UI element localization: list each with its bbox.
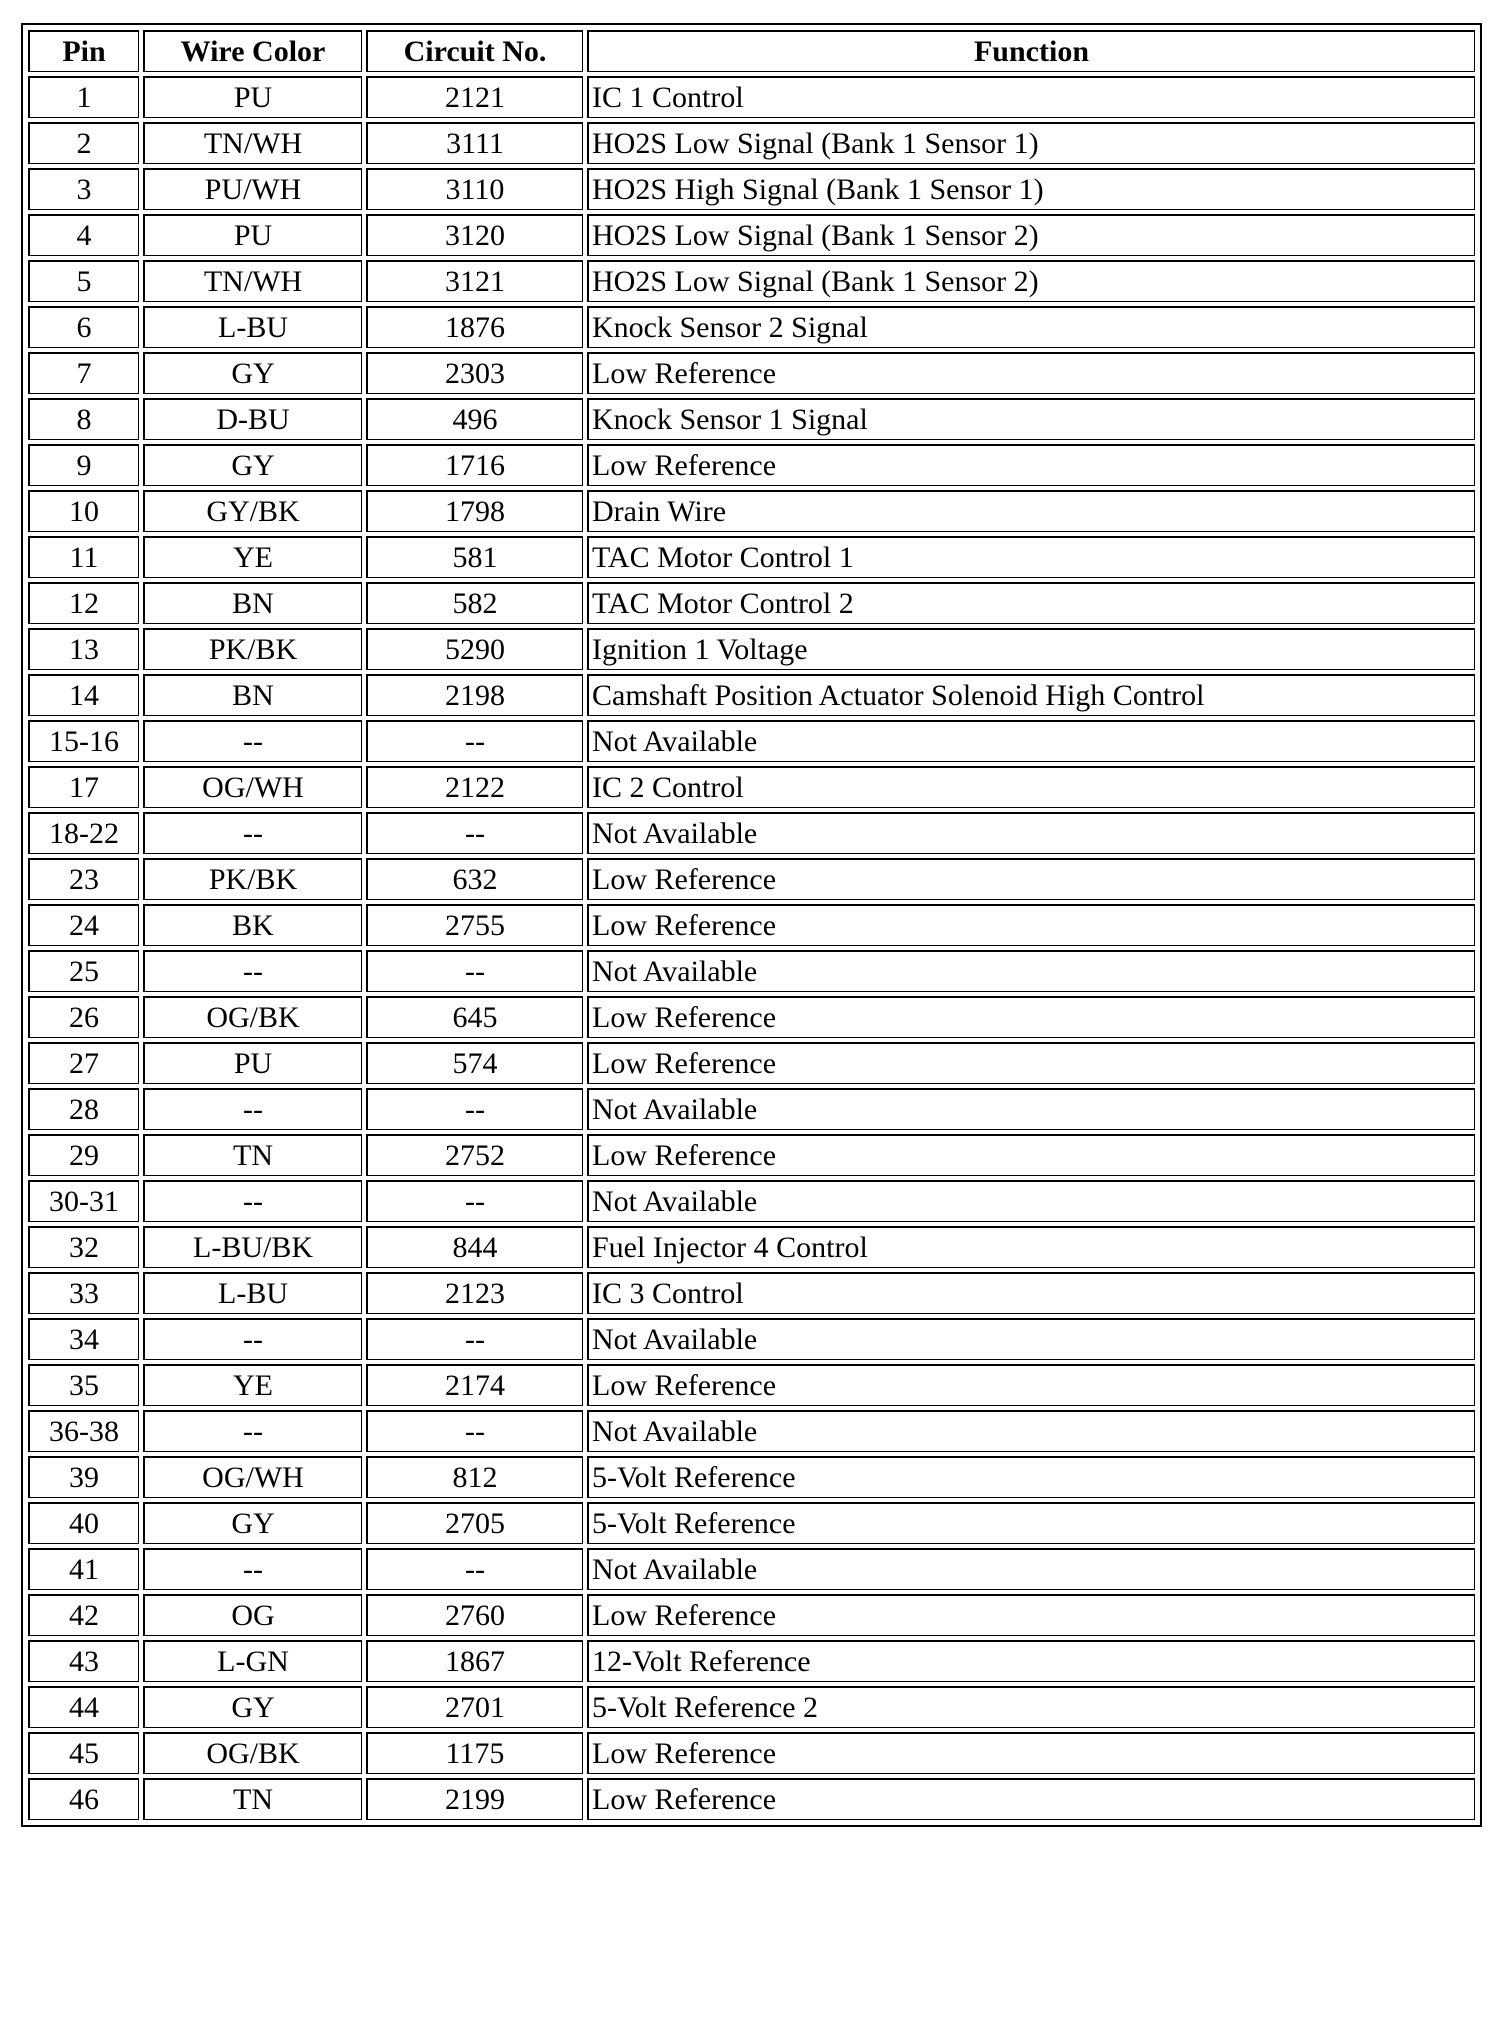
table-row <box>28 536 1475 578</box>
cell-wire-color: -- <box>143 950 362 992</box>
cell-pin: 39 <box>28 1456 139 1498</box>
cell-pin: 32 <box>28 1226 139 1268</box>
cell-pin: 7 <box>28 352 139 394</box>
cell-pin: 23 <box>28 858 139 900</box>
cell-circuit-no: 645 <box>366 996 583 1038</box>
cell-function: Fuel Injector 4 Control <box>587 1226 1475 1268</box>
table-row <box>28 260 1475 302</box>
cell-wire-color: PK/BK <box>143 858 362 900</box>
table-row <box>28 1042 1475 1084</box>
cell-circuit-no: 1175 <box>366 1732 583 1774</box>
cell-pin: 6 <box>28 306 139 348</box>
cell-wire-color: GY/BK <box>143 490 362 532</box>
cell-pin: 45 <box>28 1732 139 1774</box>
cell-pin: 42 <box>28 1594 139 1636</box>
cell-function: Knock Sensor 2 Signal <box>587 306 1475 348</box>
table-row <box>28 1732 1475 1774</box>
cell-circuit-no: 2303 <box>366 352 583 394</box>
cell-wire-color: OG <box>143 1594 362 1636</box>
cell-function: Not Available <box>587 1410 1475 1452</box>
cell-function: Not Available <box>587 720 1475 762</box>
connector-pinout-table-frame <box>21 23 1482 1827</box>
table-row <box>28 1548 1475 1590</box>
cell-wire-color: TN <box>143 1778 362 1820</box>
cell-circuit-no: -- <box>366 1318 583 1360</box>
cell-wire-color: YE <box>143 1364 362 1406</box>
cell-function: Not Available <box>587 1180 1475 1222</box>
cell-wire-color: BN <box>143 582 362 624</box>
table-row <box>28 858 1475 900</box>
cell-function: 12-Volt Reference <box>587 1640 1475 1682</box>
cell-function: IC 2 Control <box>587 766 1475 808</box>
table-row <box>28 306 1475 348</box>
cell-wire-color: TN <box>143 1134 362 1176</box>
cell-wire-color: -- <box>143 1318 362 1360</box>
cell-function: Low Reference <box>587 1042 1475 1084</box>
cell-wire-color: -- <box>143 720 362 762</box>
header-circuit-no: Circuit No. <box>366 30 583 72</box>
cell-function: Low Reference <box>587 352 1475 394</box>
table-row <box>28 76 1475 118</box>
cell-pin: 30-31 <box>28 1180 139 1222</box>
cell-function: Not Available <box>587 1088 1475 1130</box>
cell-wire-color: OG/BK <box>143 1732 362 1774</box>
cell-pin: 9 <box>28 444 139 486</box>
cell-pin: 24 <box>28 904 139 946</box>
cell-wire-color: GY <box>143 1502 362 1544</box>
cell-wire-color: BN <box>143 674 362 716</box>
cell-function: Not Available <box>587 812 1475 854</box>
cell-pin: 36-38 <box>28 1410 139 1452</box>
cell-circuit-no: 844 <box>366 1226 583 1268</box>
cell-wire-color: OG/WH <box>143 1456 362 1498</box>
header-wire-color: Wire Color <box>143 30 362 72</box>
cell-function: Not Available <box>587 950 1475 992</box>
table-row <box>28 1318 1475 1360</box>
table-row <box>28 766 1475 808</box>
table-row <box>28 1364 1475 1406</box>
table-row <box>28 1180 1475 1222</box>
cell-circuit-no: 2755 <box>366 904 583 946</box>
cell-pin: 5 <box>28 260 139 302</box>
cell-wire-color: GY <box>143 444 362 486</box>
cell-pin: 35 <box>28 1364 139 1406</box>
cell-circuit-no: 496 <box>366 398 583 440</box>
cell-circuit-no: -- <box>366 1548 583 1590</box>
cell-wire-color: -- <box>143 1410 362 1452</box>
cell-pin: 34 <box>28 1318 139 1360</box>
cell-pin: 27 <box>28 1042 139 1084</box>
cell-pin: 33 <box>28 1272 139 1314</box>
cell-function: HO2S Low Signal (Bank 1 Sensor 1) <box>587 122 1475 164</box>
cell-pin: 14 <box>28 674 139 716</box>
cell-wire-color: PU/WH <box>143 168 362 210</box>
cell-circuit-no: 1876 <box>366 306 583 348</box>
cell-wire-color: L-BU <box>143 1272 362 1314</box>
cell-pin: 18-22 <box>28 812 139 854</box>
cell-function: Not Available <box>587 1548 1475 1590</box>
cell-pin: 28 <box>28 1088 139 1130</box>
table-row <box>28 1226 1475 1268</box>
cell-function: IC 3 Control <box>587 1272 1475 1314</box>
cell-pin: 41 <box>28 1548 139 1590</box>
cell-pin: 44 <box>28 1686 139 1728</box>
cell-circuit-no: 581 <box>366 536 583 578</box>
cell-circuit-no: 3121 <box>366 260 583 302</box>
cell-function: HO2S Low Signal (Bank 1 Sensor 2) <box>587 260 1475 302</box>
cell-pin: 26 <box>28 996 139 1038</box>
table-row <box>28 398 1475 440</box>
cell-pin: 13 <box>28 628 139 670</box>
table-row <box>28 1778 1475 1820</box>
cell-wire-color: L-BU <box>143 306 362 348</box>
cell-pin: 15-16 <box>28 720 139 762</box>
cell-circuit-no: 3111 <box>366 122 583 164</box>
cell-function: Low Reference <box>587 996 1475 1038</box>
cell-wire-color: -- <box>143 1088 362 1130</box>
cell-wire-color: L-BU/BK <box>143 1226 362 1268</box>
cell-wire-color: D-BU <box>143 398 362 440</box>
cell-circuit-no: -- <box>366 950 583 992</box>
table-body <box>28 76 1475 1820</box>
cell-circuit-no: 582 <box>366 582 583 624</box>
cell-circuit-no: 5290 <box>366 628 583 670</box>
cell-function: Camshaft Position Actuator Solenoid High Control <box>587 674 1475 716</box>
cell-wire-color: -- <box>143 812 362 854</box>
cell-function: Low Reference <box>587 1594 1475 1636</box>
cell-wire-color: PU <box>143 1042 362 1084</box>
cell-circuit-no: 632 <box>366 858 583 900</box>
cell-function: Low Reference <box>587 1778 1475 1820</box>
cell-wire-color: PK/BK <box>143 628 362 670</box>
table-row <box>28 628 1475 670</box>
table-row <box>28 1134 1475 1176</box>
cell-pin: 10 <box>28 490 139 532</box>
table-row <box>28 122 1475 164</box>
cell-wire-color: TN/WH <box>143 260 362 302</box>
table-row <box>28 904 1475 946</box>
table-row <box>28 582 1475 624</box>
cell-circuit-no: -- <box>366 1180 583 1222</box>
cell-circuit-no: 2760 <box>366 1594 583 1636</box>
cell-circuit-no: -- <box>366 812 583 854</box>
cell-pin: 4 <box>28 214 139 256</box>
cell-pin: 1 <box>28 76 139 118</box>
cell-wire-color: YE <box>143 536 362 578</box>
cell-pin: 12 <box>28 582 139 624</box>
cell-pin: 11 <box>28 536 139 578</box>
table-row <box>28 720 1475 762</box>
cell-function: TAC Motor Control 1 <box>587 536 1475 578</box>
table-row <box>28 1272 1475 1314</box>
cell-pin: 8 <box>28 398 139 440</box>
cell-function: Low Reference <box>587 904 1475 946</box>
cell-function: HO2S Low Signal (Bank 1 Sensor 2) <box>587 214 1475 256</box>
cell-pin: 25 <box>28 950 139 992</box>
table-row <box>28 168 1475 210</box>
table-row <box>28 1502 1475 1544</box>
cell-circuit-no: 2752 <box>366 1134 583 1176</box>
cell-wire-color: OG/WH <box>143 766 362 808</box>
cell-circuit-no: 2122 <box>366 766 583 808</box>
cell-function: Drain Wire <box>587 490 1475 532</box>
connector-pinout-table <box>24 26 1479 1824</box>
table-row <box>28 1088 1475 1130</box>
cell-circuit-no: -- <box>366 1410 583 1452</box>
cell-function: Knock Sensor 1 Signal <box>587 398 1475 440</box>
cell-circuit-no: 2174 <box>366 1364 583 1406</box>
cell-function: Low Reference <box>587 444 1475 486</box>
cell-circuit-no: 3110 <box>366 168 583 210</box>
cell-wire-color: BK <box>143 904 362 946</box>
cell-pin: 29 <box>28 1134 139 1176</box>
cell-circuit-no: 1798 <box>366 490 583 532</box>
cell-circuit-no: 2701 <box>366 1686 583 1728</box>
cell-function: Ignition 1 Voltage <box>587 628 1475 670</box>
table-row <box>28 1686 1475 1728</box>
table-row <box>28 444 1475 486</box>
cell-function: Low Reference <box>587 858 1475 900</box>
table-row <box>28 996 1475 1038</box>
cell-function: Low Reference <box>587 1364 1475 1406</box>
cell-wire-color: -- <box>143 1180 362 1222</box>
table-row <box>28 674 1475 716</box>
cell-circuit-no: 1867 <box>366 1640 583 1682</box>
cell-circuit-no: -- <box>366 720 583 762</box>
cell-function: 5-Volt Reference <box>587 1456 1475 1498</box>
cell-wire-color: L-GN <box>143 1640 362 1682</box>
cell-pin: 40 <box>28 1502 139 1544</box>
cell-circuit-no: 812 <box>366 1456 583 1498</box>
cell-function: 5-Volt Reference <box>587 1502 1475 1544</box>
cell-function: HO2S High Signal (Bank 1 Sensor 1) <box>587 168 1475 210</box>
cell-circuit-no: 574 <box>366 1042 583 1084</box>
cell-pin: 17 <box>28 766 139 808</box>
cell-pin: 3 <box>28 168 139 210</box>
cell-function: TAC Motor Control 2 <box>587 582 1475 624</box>
cell-pin: 46 <box>28 1778 139 1820</box>
cell-circuit-no: 1716 <box>366 444 583 486</box>
cell-pin: 43 <box>28 1640 139 1682</box>
cell-function: IC 1 Control <box>587 76 1475 118</box>
table-row <box>28 1640 1475 1682</box>
table-row <box>28 950 1475 992</box>
cell-circuit-no: 2123 <box>366 1272 583 1314</box>
cell-wire-color: PU <box>143 76 362 118</box>
cell-circuit-no: -- <box>366 1088 583 1130</box>
cell-circuit-no: 2705 <box>366 1502 583 1544</box>
table-row <box>28 812 1475 854</box>
table-row <box>28 1456 1475 1498</box>
cell-wire-color: OG/BK <box>143 996 362 1038</box>
cell-function: 5-Volt Reference 2 <box>587 1686 1475 1728</box>
cell-wire-color: GY <box>143 1686 362 1728</box>
cell-function: Not Available <box>587 1318 1475 1360</box>
cell-circuit-no: 2198 <box>366 674 583 716</box>
cell-circuit-no: 2121 <box>366 76 583 118</box>
table-row <box>28 214 1475 256</box>
cell-wire-color: PU <box>143 214 362 256</box>
cell-wire-color: TN/WH <box>143 122 362 164</box>
header-function: Function <box>587 30 1475 72</box>
table-row <box>28 352 1475 394</box>
cell-function: Low Reference <box>587 1134 1475 1176</box>
table-row <box>28 1410 1475 1452</box>
table-row <box>28 1594 1475 1636</box>
header-pin: Pin <box>28 30 139 72</box>
cell-function: Low Reference <box>587 1732 1475 1774</box>
cell-pin: 2 <box>28 122 139 164</box>
cell-wire-color: -- <box>143 1548 362 1590</box>
table-header-row <box>28 30 1475 72</box>
table-row <box>28 490 1475 532</box>
cell-circuit-no: 3120 <box>366 214 583 256</box>
cell-circuit-no: 2199 <box>366 1778 583 1820</box>
cell-wire-color: GY <box>143 352 362 394</box>
